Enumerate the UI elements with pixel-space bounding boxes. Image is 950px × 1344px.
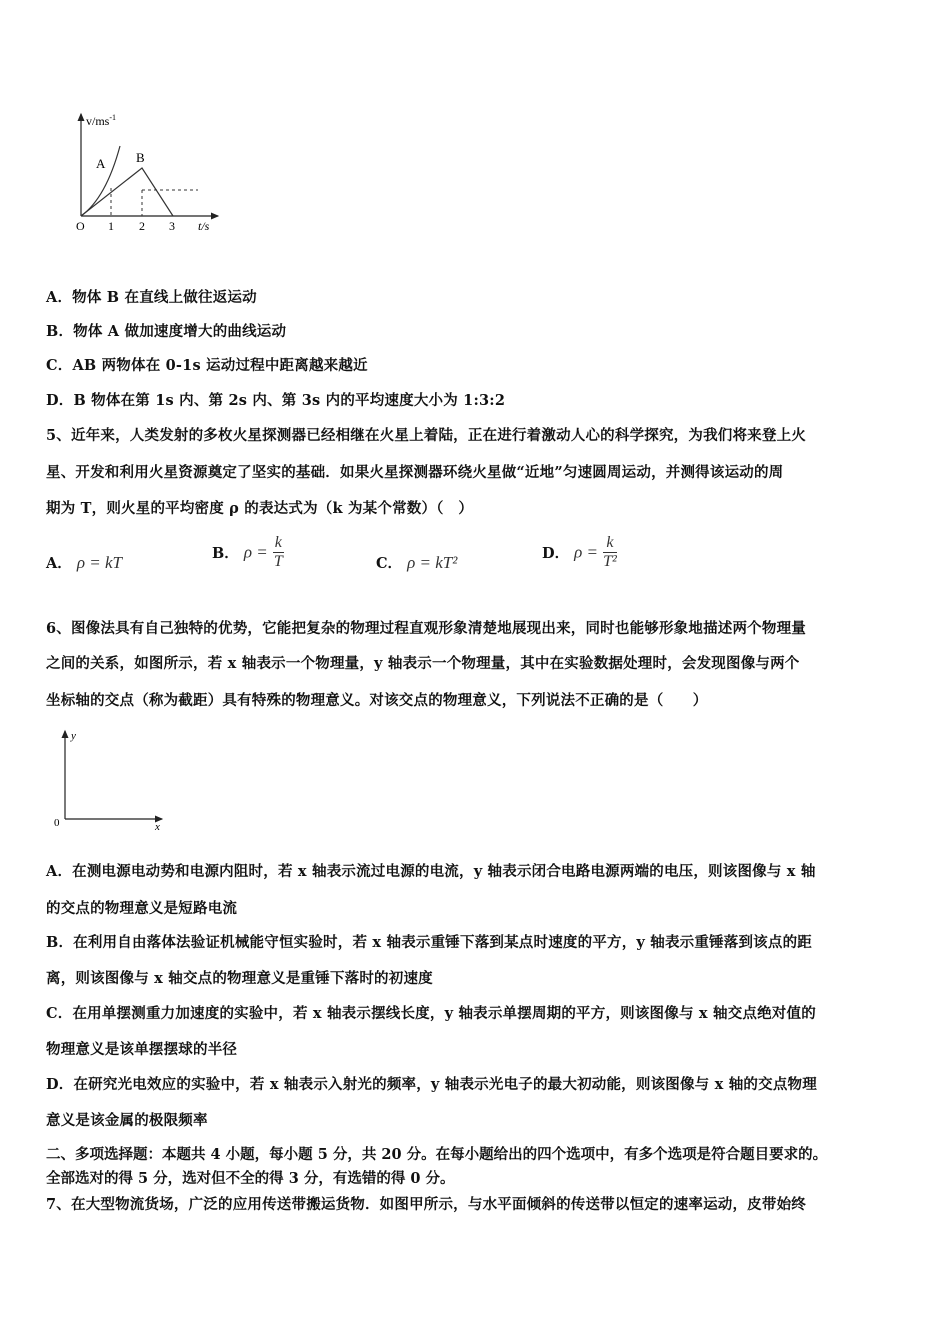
q4-option-c: C．AB 两物体在 0-1s 运动过程中距离越来越近 [46, 357, 368, 374]
label-a: A [96, 156, 106, 171]
q6-option-c-line-2: 物理意义是该单摆摆球的半径 [46, 1041, 238, 1058]
xy-graph [50, 726, 170, 836]
q5-option-b-label: B． [212, 545, 239, 562]
tick-3: 3 [169, 219, 175, 233]
q5-option-c-formula: ρ = kT² [407, 553, 458, 572]
vt-origin: O [76, 219, 85, 233]
tick-2: 2 [139, 219, 145, 233]
q5-stem-line-3: 期为 T，则火星的平均密度 ρ 的表达式为（k 为某个常数）（ ） [46, 500, 474, 517]
q6-option-b-line-2: 离，则该图像与 x 轴交点的物理意义是重锤下落时的初速度 [46, 970, 433, 987]
q4-option-a: A．物体 B 在直线上做往返运动 [46, 289, 257, 306]
xy-origin: 0 [54, 817, 60, 829]
q4-option-b: B．物体 A 做加速度增大的曲线运动 [46, 323, 287, 340]
q5-option-a [46, 552, 122, 573]
q5-option-d [542, 534, 617, 571]
q5-option-d-denominator: T² [603, 553, 617, 570]
vt-y-label: $v/ms^{-1}$ [86, 113, 117, 128]
vt-x-label: t/s [198, 219, 210, 233]
q5-stem-line-2: 星、开发和利用火星资源奠定了坚实的基础．如果火星探测器环绕火星做“近地”匀速圆周运动，并测得该运动的周 [46, 464, 784, 481]
q6-option-c-line-1: C．在用单摆测重力加速度的实验中，若 x 轴表示摆线长度，y 轴表示单摆周期的平方，则该图像与 x 轴交点绝对值的 [46, 1005, 816, 1022]
section-2-heading-line-2: 全部选对的得 5 分，选对但不全的得 3 分，有选错的得 0 分。 [46, 1170, 455, 1187]
q6-option-a-line-1: A．在测电源电动势和电源内阻时，若 x 轴表示流过电源的电流，y 轴表示闭合电路电源两端的电压，则该图像与 x 轴 [46, 863, 816, 880]
q6-option-d-line-2: 意义是该金属的极限频率 [46, 1112, 208, 1129]
q5-option-b [212, 534, 284, 571]
q7-stem-line-1: 7、在大型物流货场，广泛的应用传送带搬运货物．如图甲所示，与水平面倾斜的传送带以恒定的速率运动，皮带始终 [46, 1196, 806, 1213]
q6-stem-line-3: 坐标轴的交点（称为截距）具有特殊的物理意义。对该交点的物理意义，下列说法不正确的是（ ） [46, 692, 708, 709]
q5-option-d-fraction [603, 534, 617, 571]
q6-option-d-line-1: D．在研究光电效应的实验中，若 x 轴表示入射光的频率，y 轴表示光电子的最大初动能，则该图像与 x 轴的交点物理 [46, 1076, 817, 1093]
q6-option-a-line-2: 的交点的物理意义是短路电流 [46, 900, 238, 917]
q5-stem-line-1: 5、近年来，人类发射的多枚火星探测器已经相继在火星上着陆，正在进行着激动人心的科学探究，为我们将来登上火 [46, 427, 806, 444]
q5-option-a-formula: ρ = kT [76, 553, 122, 572]
q5-option-b-numerator: k [274, 534, 282, 551]
q5-option-d-numerator: k [603, 534, 617, 553]
q5-option-d-lhs: ρ = [574, 542, 599, 562]
q5-option-c [376, 552, 457, 573]
section-2-heading-line-1: 二、多项选择题：本题共 4 小题，每小题 5 分，共 20 分。在每小题给出的四个选项中，有多个选项是符合题目要求的。 [46, 1146, 828, 1163]
q6-stem-line-2: 之间的关系，如图所示，若 x 轴表示一个物理量，y 轴表示一个物理量，其中在实验数据处理时，会发现图像与两个 [46, 655, 800, 672]
label-b: B [136, 150, 145, 165]
q5-option-b-lhs: ρ = [243, 542, 268, 562]
q6-option-b-line-1: B．在利用自由落体法验证机械能守恒实验时，若 x 轴表示重锤下落到某点时速度的平方，y 轴表示重锤落到该点的距 [46, 934, 812, 951]
q5-option-b-fraction [273, 534, 284, 571]
q4-option-d: D．B 物体在第 1s 内、第 2s 内、第 3s 内的平均速度大小为 1:3:2 [46, 392, 506, 409]
q5-option-c-label: C． [376, 555, 403, 572]
q5-option-b-denominator: T [273, 553, 283, 570]
q5-option-a-label: A． [46, 555, 72, 572]
xy-y-label: y [71, 730, 76, 742]
q5-option-d-label: D． [542, 545, 570, 562]
tick-1: 1 [108, 219, 114, 233]
line-b [81, 168, 173, 216]
q6-stem-line-1: 6、图像法具有自己独特的优势，它能把复杂的物理过程直观形象清楚地展现出来，同时也能够形象地描述两个物理量 [46, 620, 806, 637]
vt-graph [70, 110, 230, 235]
xy-x-label: x [155, 821, 160, 833]
